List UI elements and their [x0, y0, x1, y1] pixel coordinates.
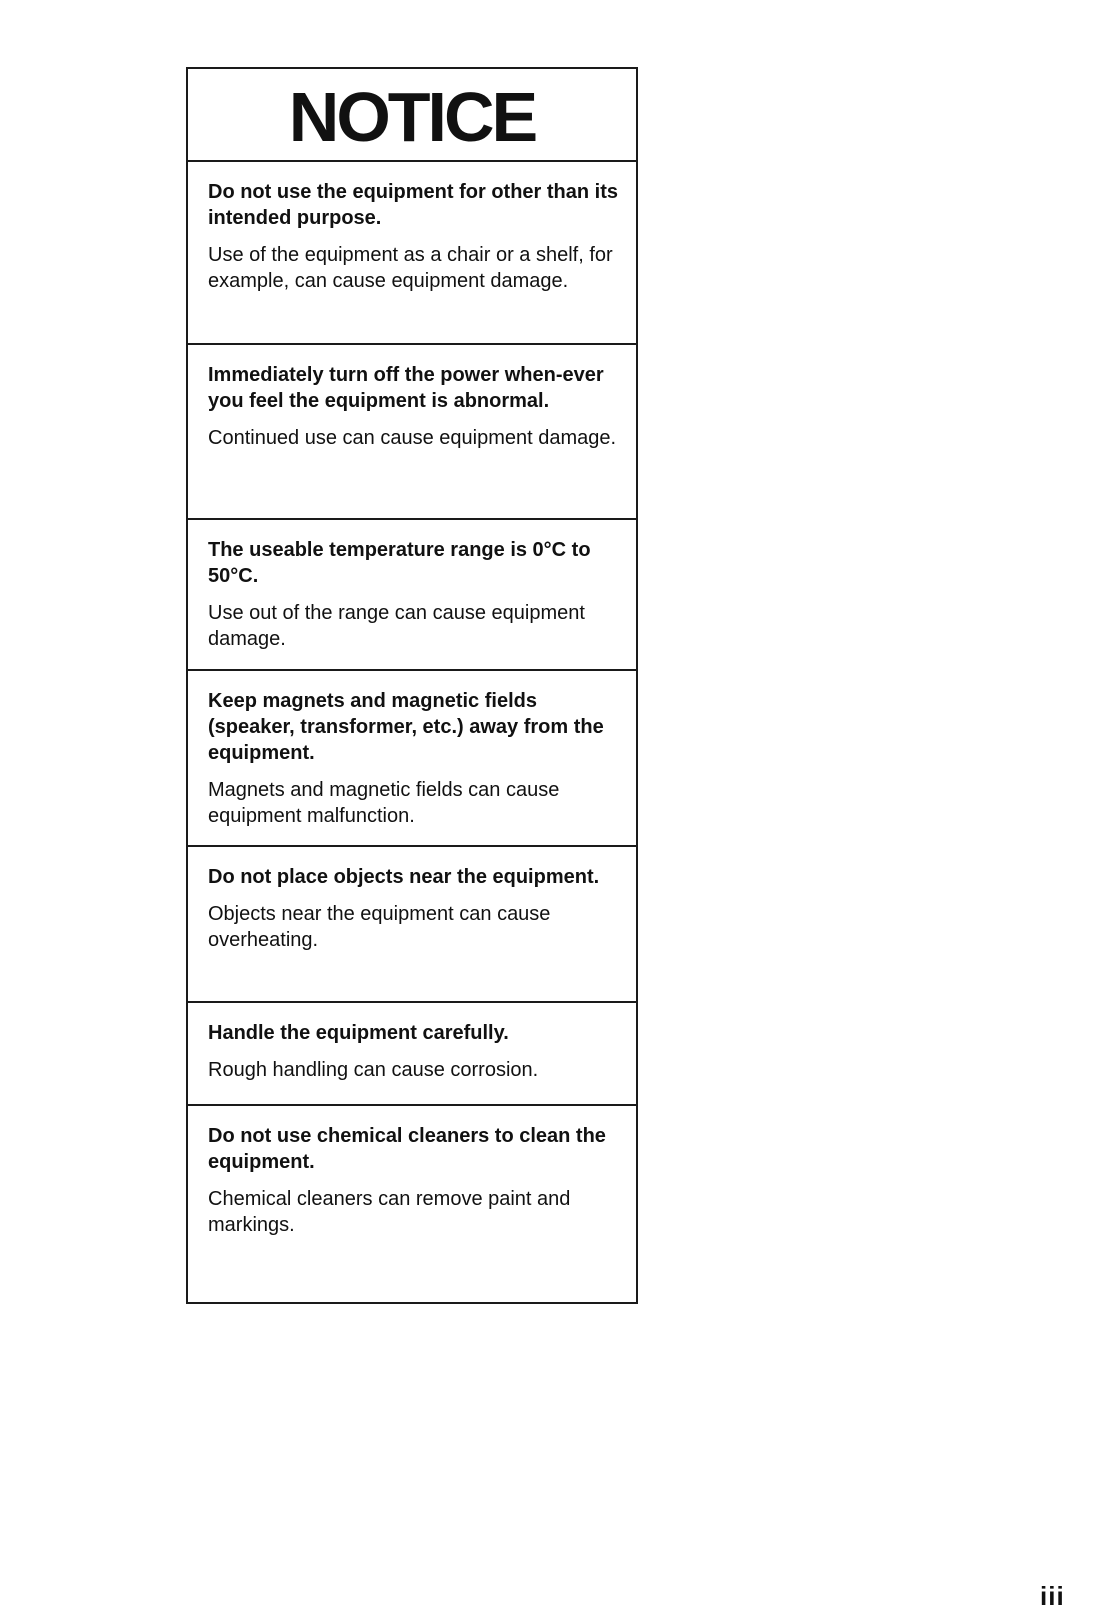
- notice-item-heading: The useable temperature range is 0°C to 50°C.: [208, 539, 591, 587]
- notice-item-body: Use of the equipment as a chair or a shelf, for example, can cause equipment damage.: [208, 244, 613, 292]
- notice-item-heading: Keep magnets and magnetic fields (speaker, transformer, etc.) away from the equipment.: [208, 690, 604, 764]
- notice-item-body: Objects near the equipment can cause overheating.: [208, 903, 551, 951]
- notice-item-objects: [188, 847, 636, 1003]
- notice-item-intended-purpose: [188, 162, 636, 345]
- notice-item-body: Chemical cleaners can remove paint and markings.: [208, 1188, 571, 1236]
- notice-item-cleaners: [188, 1106, 636, 1272]
- notice-item-temperature: [188, 520, 636, 671]
- notice-box: [186, 67, 638, 1304]
- notice-item-handling: [188, 1003, 636, 1106]
- notice-header: [188, 69, 636, 162]
- notice-item-heading: Do not place objects near the equipment.: [208, 866, 600, 888]
- page-number: iii: [1040, 1581, 1065, 1611]
- notice-title: NOTICE: [288, 77, 536, 156]
- notice-item-heading: Handle the equipment carefully.: [208, 1022, 509, 1044]
- notice-item-body: Use out of the range can cause equipment damage.: [208, 602, 585, 650]
- notice-item-heading: Immediately turn off the power when-ever you feel the equipment is abnormal.: [208, 364, 604, 412]
- notice-item-body: Magnets and magnetic fields can cause equipment malfunction.: [208, 779, 560, 827]
- notice-item-body: Rough handling can cause corrosion.: [208, 1059, 539, 1081]
- notice-item-magnets: [188, 671, 636, 847]
- notice-item-body: Continued use can cause equipment damage.: [208, 427, 617, 449]
- notice-item-heading: Do not use the equipment for other than its intended purpose.: [208, 181, 618, 229]
- notice-item-heading: Do not use chemical cleaners to clean the equipment.: [208, 1125, 606, 1173]
- notice-item-power-off: [188, 345, 636, 520]
